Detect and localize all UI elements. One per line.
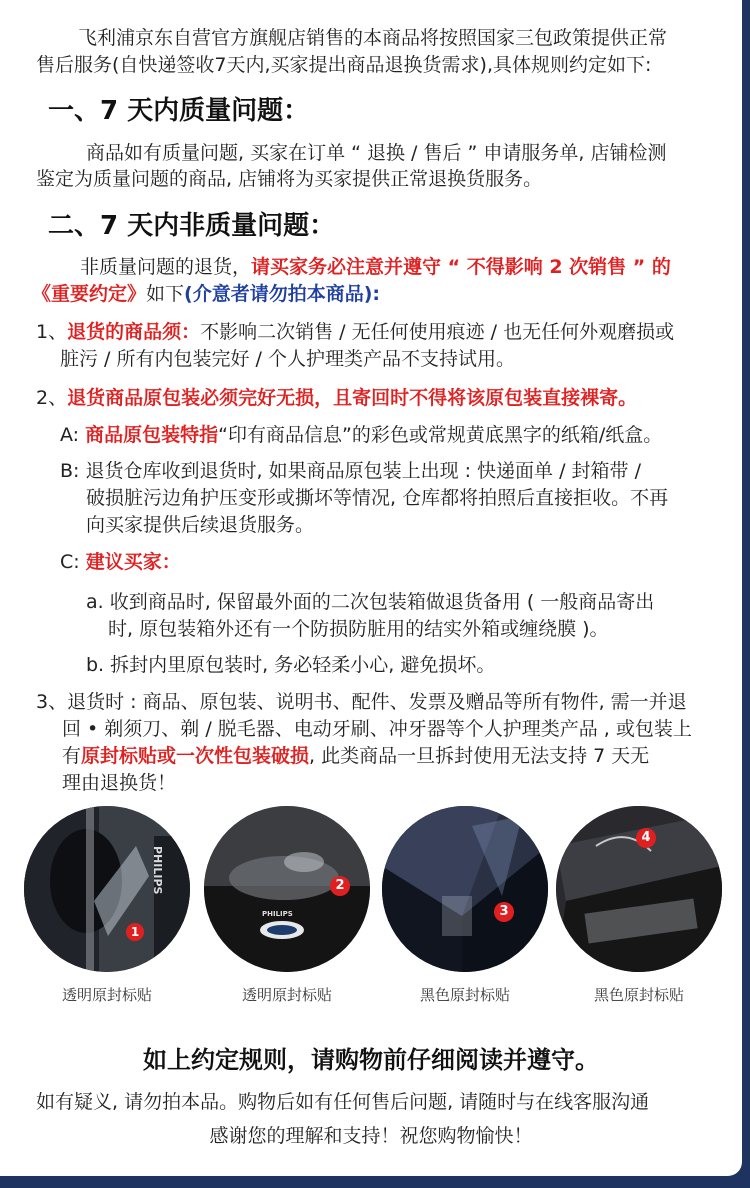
intro-line-2: 售后服务(自快递签收7天内,买家提出商品退换货需求),具体规则约定如下: <box>36 54 652 76</box>
item-1-text: 不影响二次销售 / 无任何使用痕迹 / 也无任何外观磨损或 <box>200 321 675 343</box>
intro-line-1: 飞利浦京东自营官方旗舰店销售的本商品将按照国家三包政策提供正常 <box>78 27 668 49</box>
item-3-line-3-c: , 此类商品一旦拆封使用无法支持 7 天无 <box>309 745 650 767</box>
section-1-line-2: 鉴定为质量问题的商品, 店铺将为买家提供正常退换货服务。 <box>36 168 543 190</box>
section-1-line-1: 商品如有质量问题, 买家在订单 “ 退换 / 售后 ” 申请服务单, 店铺检测 <box>86 142 667 164</box>
item-3-line-2: 回 • 剃须刀、剃 / 脱毛器、电动牙刷、冲牙器等个人护理类产品 , 或包装上 <box>62 718 692 740</box>
item-c-b-marker: b. <box>86 654 105 676</box>
photo-4-caption: 黑色原封标贴 <box>593 986 684 1004</box>
photo-2-caption: 透明原封标贴 <box>241 986 332 1004</box>
closing-line-2: 感谢您的理解和支持！祝您购物愉快！ <box>209 1125 533 1147</box>
item-3-line-1 <box>36 688 687 716</box>
item-c-a-text-1: 收到商品时, 保留最外面的二次包装箱做退货备用 ( 一般商品寄出 <box>109 591 655 613</box>
caution-note: (介意者请勿拍本商品): <box>184 283 380 305</box>
item-3-line-4: 理由退换货！ <box>62 772 177 794</box>
item-1-number: 1、 <box>36 321 68 343</box>
item-3-line-3 <box>62 742 649 770</box>
item-c-line <box>60 548 181 576</box>
item-c-b-line <box>86 651 495 679</box>
item-a-text: “印有商品信息”的彩色或常规黄底黑字的纸箱/纸盒。 <box>218 424 663 446</box>
section-2-line-2-plain: 如下 <box>146 283 185 305</box>
item-b-line-1 <box>60 457 641 485</box>
item-b-line-3: 向买家提供后续退货服务。 <box>86 514 315 536</box>
item-a-marker: A: <box>60 424 80 446</box>
item-3-text-1: 退货时 : 商品、原包装、说明书、配件、发票及赠品等所有物件, 需一并退 <box>67 691 687 713</box>
item-a-label: 商品原包装特指 <box>85 424 219 446</box>
item-a-line <box>60 421 662 449</box>
item-1-label: 退货的商品须： <box>67 321 201 343</box>
item-c-a-marker: a. <box>86 591 104 613</box>
item-b-text-1: 退货仓库收到退货时, 如果商品原包装上出现 : 快递面单 / 封箱带 / <box>85 460 641 482</box>
photo-black-seal-4 <box>556 806 722 972</box>
photo-3-drawing <box>382 806 548 972</box>
item-1-line-1 <box>36 318 674 346</box>
photo-1-brand: PHILIPS <box>151 846 164 895</box>
item-c-a-line-1 <box>86 588 654 616</box>
photo-transparent-seal-1 <box>24 806 190 972</box>
item-2-number: 2、 <box>36 387 68 409</box>
item-3-seal-warning: 原封标贴或一次性包装破损 <box>81 745 310 767</box>
photo-4-badge: 4 <box>636 828 656 848</box>
item-2-line <box>36 384 637 412</box>
item-2-text: 退货商品原包装必须完好无损，且寄回时不得将该原包装直接裸寄。 <box>67 387 638 409</box>
section-2-line-1-warning: 请买家务必注意并遵守 “ 不得影响 2 次销售 ” 的 <box>251 256 671 278</box>
item-c-label: 建议买家： <box>85 551 181 573</box>
photo-1-badge: 1 <box>126 923 144 941</box>
item-b-marker: B: <box>60 460 80 482</box>
item-b-line-2: 破损脏污边角护压变形或撕坏等情况, 仓库都将拍照后直接拒收。不再 <box>86 487 669 509</box>
photo-black-seal-3 <box>382 806 548 972</box>
photo-2-brand: PHILIPS <box>262 910 293 918</box>
section-1-title: 一、7 天内质量问题： <box>48 96 310 126</box>
section-2-line-2 <box>32 280 380 308</box>
photo-3-badge: 3 <box>494 902 514 922</box>
item-c-marker: C: <box>60 551 80 573</box>
closing-line-1: 如有疑义, 请勿拍本品。购物后如有任何售后问题, 请随时与在线客服沟通 <box>36 1091 650 1113</box>
item-c-b-text: 拆封内里原包装时, 务必轻柔小心, 避免损坏。 <box>110 654 496 676</box>
photo-transparent-seal-2 <box>204 806 370 972</box>
item-c-a-line-2: 时, 原包装箱外还有一个防损防脏用的结实外箱或缠绕膜 )。 <box>108 618 609 640</box>
photo-1-caption: 透明原封标贴 <box>61 986 152 1004</box>
photo-2-badge: 2 <box>330 876 350 896</box>
section-2-title: 二、7 天内非质量问题： <box>48 211 336 241</box>
photo-1-drawing <box>24 806 190 972</box>
item-3-number: 3、 <box>36 691 68 713</box>
photo-3-caption: 黑色原封标贴 <box>419 986 510 1004</box>
section-2-line-1 <box>80 253 671 281</box>
item-3-line-3-a: 有 <box>62 745 82 767</box>
closing-title: 如上约定规则，请购物前仔细阅读并遵守。 <box>143 1046 599 1074</box>
item-1-line-2: 脏污 / 所有内包装完好 / 个人护理类产品不支持试用。 <box>60 348 515 370</box>
section-2-line-1-plain: 非质量问题的退货， <box>80 256 252 278</box>
important-agreement: 《重要约定》 <box>32 283 147 305</box>
